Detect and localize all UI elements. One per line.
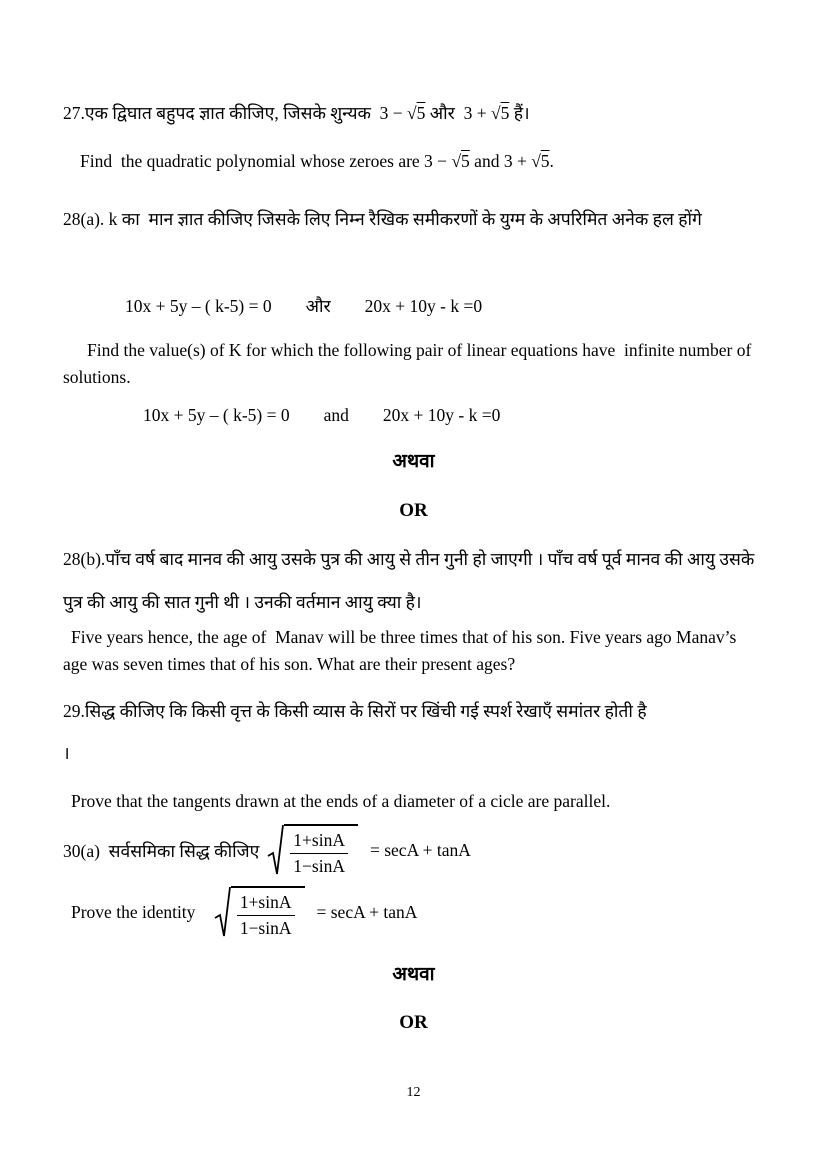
- radical-sign-icon: √: [490, 103, 501, 123]
- radicand-content: [231, 886, 305, 939]
- radicand: 5: [461, 151, 470, 171]
- q28a-equations-english: [63, 400, 764, 430]
- q30a-rhs: = secA + tanA: [316, 902, 418, 922]
- equation-left: 10x + 5y – ( k-5) = 0: [143, 405, 290, 425]
- or-divider-hindi: अथवा: [392, 451, 435, 472]
- fraction: [237, 892, 295, 939]
- q28a-hindi-text: 28(a). k का मान ज्ञात कीजिए जिसके लिए निम्न रैखिक समीकरणों के युग्म के अपरिमित अनेक हल होंगे: [63, 209, 702, 229]
- q27-hindi-text: [63, 98, 764, 128]
- q30a-english-label: Prove the identity: [71, 902, 200, 922]
- q30a-hindi-formula: [63, 824, 764, 877]
- fraction-denominator: 1−sinA: [239, 918, 292, 938]
- equation-left: 10x + 5y – ( k-5) = 0: [125, 296, 272, 316]
- or-divider-hindi: अथवा: [392, 964, 435, 985]
- sqrt-expression: [531, 151, 549, 171]
- q29-hindi-danda: ।: [63, 743, 70, 763]
- q28a-english-text: Find the value(s) of K for which the following pair of linear equations have infinite number of solutions.: [63, 340, 756, 387]
- q27-english-text: [63, 146, 764, 176]
- q27-hindi-between: और 3 +: [425, 103, 491, 123]
- equation-right: 20x + 10y - k =0: [364, 296, 483, 316]
- radicand: 5: [416, 103, 426, 123]
- sqrt-expression: [451, 151, 469, 171]
- or-divider-english: OR: [399, 1012, 428, 1033]
- q27-english-after: .: [549, 151, 554, 171]
- radical-sign-icon: √: [407, 103, 417, 123]
- fraction-numerator: 1+sinA: [237, 892, 295, 916]
- q30a-hindi-label: 30(a) सर्वसमिका सिद्ध कीजिए: [63, 840, 260, 861]
- q27-english-before: Find the quadratic polynomial whose zeroes are 3 −: [80, 151, 452, 171]
- or-divider-english: OR: [399, 500, 428, 521]
- q28b-english-text: Five years hence, the age of Manav will be three times that of his son. Five years ago Manav’s age was seven times that of his son. What are their present ages?: [63, 627, 741, 674]
- q29-hindi-text: 29.सिद्ध कीजिए कि किसी वृत्त के किसी व्यास के सिरों पर खिंची गई स्पर्श रेखाएँ समांतर होती है: [63, 701, 647, 721]
- q30a-english-formula: [63, 886, 764, 939]
- page-number: 12: [406, 1085, 421, 1100]
- radical-sign-icon: √: [451, 151, 462, 171]
- q29-english-text: Prove that the tangents drawn at the ends of a diameter of a cicle are parallel.: [71, 791, 611, 811]
- q27-hindi-before: 27.एक द्विघात बहुपद ज्ञात कीजिए, जिसके शुन्यक 3 −: [63, 103, 408, 123]
- q30a-rhs: = secA + tanA: [369, 840, 471, 860]
- q28b-hindi-text: 28(b).पाँच वर्ष बाद मानव की आयु उसके पुत्र की आयु से तीन गुनी हो जाएगी । पाँच वर्ष पूर्व मानव की आयु उसके पुत्र की आयु की सात गुनी थी । उनकी वर्तमान आयु क्या है।: [63, 549, 759, 612]
- equation-right: 20x + 10y - k =0: [382, 405, 501, 425]
- radical-sign-icon: [214, 886, 231, 939]
- radicand: 5: [500, 103, 510, 123]
- sqrt-expression: [407, 103, 425, 123]
- connector-hindi: और: [305, 296, 331, 316]
- sqrt-fraction-expression: [267, 824, 358, 877]
- radical-sign-icon: [267, 824, 284, 877]
- q27-hindi-after: हैं।: [509, 103, 530, 123]
- fraction: [290, 830, 348, 877]
- sqrt-fraction-expression: [214, 886, 305, 939]
- radicand: 5: [540, 151, 550, 171]
- q27-english-between: and 3 +: [469, 151, 532, 171]
- radicand-content: [284, 824, 358, 877]
- sqrt-expression: [491, 103, 509, 123]
- fraction-numerator: 1+sinA: [290, 830, 348, 854]
- radical-sign-icon: √: [531, 151, 541, 171]
- fraction-denominator: 1−sinA: [293, 856, 345, 876]
- connector-english: and: [323, 405, 349, 425]
- q28a-equations-hindi: [63, 291, 764, 321]
